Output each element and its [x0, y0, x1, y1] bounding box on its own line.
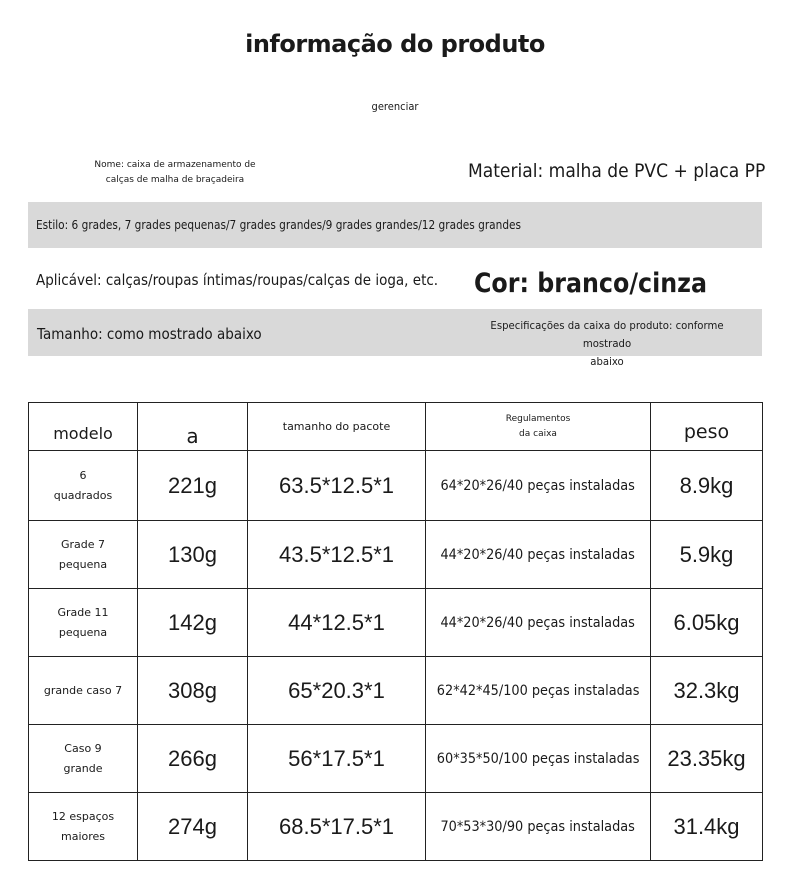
model-line1: Caso 9	[64, 741, 102, 755]
cell-a: 130g	[138, 521, 248, 589]
rules-text: 70*53*30/90 peças instaladas	[440, 818, 636, 835]
page-subtitle: gerenciar	[371, 100, 419, 113]
cell-package: 65*20.3*1	[248, 657, 426, 725]
model-line2: pequena	[58, 557, 108, 571]
table-row	[29, 725, 763, 793]
product-color: Cor: branco/cinza	[474, 268, 708, 299]
product-style: Estilo: 6 grades, 7 grades pequenas/7 grades grandes/9 grades grandes/12 grades grandes	[36, 218, 522, 232]
header-rules-line2: da caixa	[519, 428, 557, 439]
rules-text: 64*20*26/40 peças instaladas	[440, 477, 636, 494]
product-applicable: Aplicável: calças/roupas íntimas/roupas/calças de ioga, etc.	[36, 271, 439, 289]
rules-text: 44*20*26/40 peças instaladas	[440, 614, 636, 631]
header-weight: peso	[651, 403, 763, 451]
page-title: informação do produto	[245, 30, 545, 58]
cell-package: 43.5*12.5*1	[248, 521, 426, 589]
model-line1: Grade 11 pequena	[57, 605, 109, 639]
model-line1: 12 espaços maiores	[51, 809, 115, 843]
cell-weight: 5.9kg	[651, 521, 763, 589]
cell-model	[29, 793, 138, 861]
product-material: Material: malha de PVC + placa PP	[468, 160, 766, 182]
cell-rules	[426, 521, 651, 589]
cell-rules	[426, 657, 651, 725]
product-size: Tamanho: como mostrado abaixo	[37, 325, 262, 343]
cell-a: 266g	[138, 725, 248, 793]
rules-text: 62*42*45/100 peças instaladas	[436, 682, 640, 699]
header-rules-line1: Regulamentos	[505, 413, 571, 424]
table-row	[29, 451, 763, 521]
table-row	[29, 521, 763, 589]
specs-line2: abaixo	[590, 355, 624, 368]
cell-package: 63.5*12.5*1	[248, 451, 426, 521]
cell-rules	[426, 725, 651, 793]
header-package-size: tamanho do pacote	[248, 403, 426, 451]
model-line2: quadrados	[53, 488, 113, 502]
cell-a: 274g	[138, 793, 248, 861]
model-line2: grande	[63, 761, 103, 775]
rules-text: 60*35*50/100 peças instaladas	[436, 750, 640, 767]
cell-weight: 6.05kg	[651, 589, 763, 657]
model-line1: grande caso 7	[43, 683, 123, 697]
header-a: a	[138, 403, 248, 451]
product-name-line1: Nome: caixa de armazenamento de	[94, 160, 256, 170]
cell-package: 68.5*17.5*1	[248, 793, 426, 861]
product-box-specs	[474, 317, 741, 371]
cell-rules	[426, 589, 651, 657]
cell-model	[29, 521, 138, 589]
cell-package: 56*17.5*1	[248, 725, 426, 793]
table-header-row	[29, 403, 763, 451]
cell-package: 44*12.5*1	[248, 589, 426, 657]
model-line1: Grade 7	[60, 537, 106, 551]
rules-text: 44*20*26/40 peças instaladas	[440, 546, 636, 563]
cell-a: 308g	[138, 657, 248, 725]
specs-line1: Especificações da caixa do produto: conforme mostrado	[490, 319, 724, 350]
cell-model	[29, 657, 138, 725]
model-line1: 6	[79, 468, 87, 482]
cell-weight: 32.3kg	[651, 657, 763, 725]
cell-weight: 31.4kg	[651, 793, 763, 861]
cell-model	[29, 725, 138, 793]
product-name	[60, 158, 290, 188]
cell-weight: 23.35kg	[651, 725, 763, 793]
table-row	[29, 589, 763, 657]
header-model: modelo	[29, 403, 138, 451]
cell-model	[29, 589, 138, 657]
cell-rules	[426, 793, 651, 861]
cell-a: 221g	[138, 451, 248, 521]
cell-weight: 8.9kg	[651, 451, 763, 521]
product-name-line2: calças de malha de braçadeira	[105, 175, 245, 185]
spec-table	[28, 402, 763, 861]
cell-rules	[426, 451, 651, 521]
cell-a: 142g	[138, 589, 248, 657]
table-row	[29, 793, 763, 861]
cell-model	[29, 451, 138, 521]
header-box-rules	[426, 403, 651, 451]
table-row	[29, 657, 763, 725]
